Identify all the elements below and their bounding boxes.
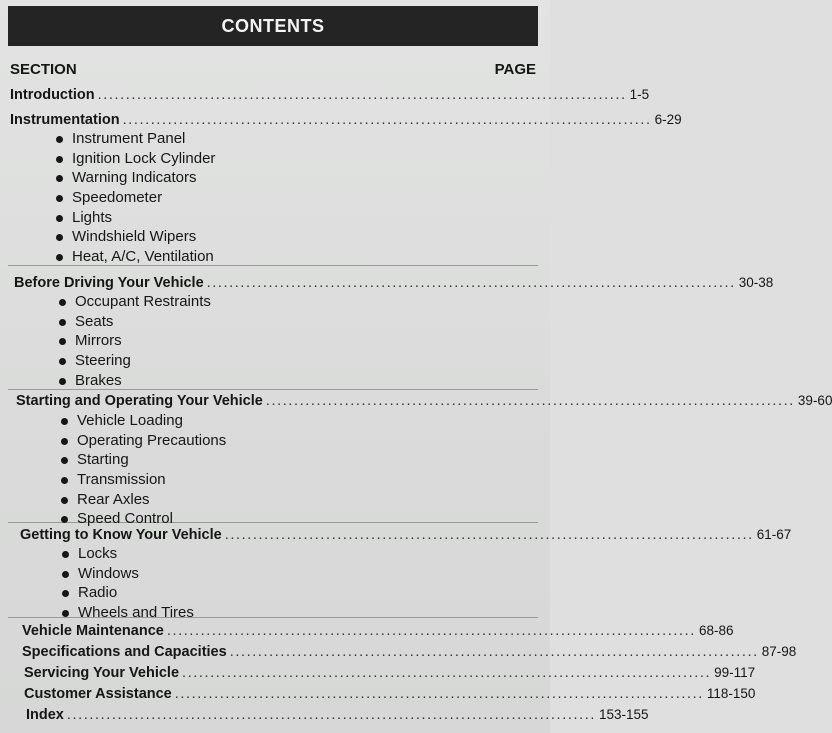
subsection-item: Radio (58, 583, 194, 603)
subsection-item: Steering (55, 351, 211, 371)
section-column-header: SECTION (10, 61, 77, 78)
toc-entry (20, 527, 792, 543)
dot-leader: .............................................................................................. (66, 707, 596, 723)
toc-entry-title: Introduction (10, 87, 95, 103)
toc-entry-pages: 39-60 (797, 393, 832, 408)
toc-entry-pages: 1-5 (629, 87, 650, 102)
subsection-item: Operating Precautions (57, 431, 226, 451)
subsection-item: Mirrors (55, 331, 211, 351)
toc-entry (10, 112, 682, 128)
dot-leader: .............................................................................................. (122, 112, 652, 128)
subsection-item: Lights (52, 208, 215, 228)
subsection-item: Speedometer (52, 188, 215, 208)
toc-entry (22, 623, 734, 639)
subsection-item: Wheels and Tires (58, 603, 194, 623)
subsection-item: Instrument Panel (52, 129, 215, 149)
subsection-item: Starting (57, 450, 226, 470)
subsection-item: Vehicle Loading (57, 411, 226, 431)
toc-entry-pages: 61-67 (756, 527, 792, 542)
dot-leader: .............................................................................................. (174, 686, 704, 702)
toc-entry (14, 275, 774, 291)
subsection-item: Speed Control (57, 509, 226, 529)
toc-entry-pages: 153-155 (598, 707, 649, 722)
subsection-item: Warning Indicators (52, 168, 215, 188)
dot-leader: .............................................................................................. (229, 644, 759, 660)
subsection-item: Occupant Restraints (55, 292, 211, 312)
toc-entry-title: Customer Assistance (24, 686, 172, 702)
toc-entry-pages: 99-117 (714, 665, 756, 680)
subsection-list (55, 292, 211, 390)
toc-entry-title: Index (26, 707, 64, 723)
toc-entry (16, 393, 832, 409)
toc-entry-title: Vehicle Maintenance (22, 623, 164, 639)
toc-entry (24, 686, 756, 702)
toc-entry-pages: 68-86 (698, 623, 734, 638)
toc-entry-pages: 30-38 (738, 275, 774, 290)
subsection-list (58, 544, 194, 623)
subsection-item: Windows (58, 564, 194, 584)
page-title: CONTENTS (221, 15, 325, 36)
subsection-item: Windshield Wipers (52, 227, 215, 247)
toc-entry-title: Servicing Your Vehicle (24, 665, 180, 681)
dot-leader: .............................................................................................. (224, 527, 754, 543)
toc-entry (26, 707, 649, 723)
subsection-item: Heat, A/C, Ventilation (52, 247, 215, 267)
subsection-item: Ignition Lock Cylinder (52, 149, 215, 169)
subsection-item: Brakes (55, 371, 211, 391)
subsection-item: Locks (58, 544, 194, 564)
dot-leader: .............................................................................................. (166, 623, 696, 639)
subsection-item: Rear Axles (57, 490, 226, 510)
toc-entry (22, 644, 797, 660)
subsection-list (52, 129, 215, 267)
dot-leader: .............................................................................................. (206, 275, 736, 291)
dot-leader: .............................................................................................. (265, 393, 795, 409)
dot-leader: .............................................................................................. (182, 665, 712, 681)
dot-leader: .............................................................................................. (97, 87, 627, 103)
page-column-header: PAGE (494, 61, 536, 78)
toc-entry-pages: 6-29 (654, 112, 682, 127)
toc-entry (10, 87, 650, 103)
toc-entry (24, 665, 756, 681)
subsection-list (57, 411, 226, 529)
subsection-item: Transmission (57, 470, 226, 490)
contents-header-band (8, 6, 538, 46)
toc-entry-title: Starting and Operating Your Vehicle (16, 393, 263, 409)
toc-entry-title: Before Driving Your Vehicle (14, 275, 204, 291)
subsection-item: Seats (55, 312, 211, 332)
toc-entry-title: Specifications and Capacities (22, 644, 227, 660)
toc-entry-pages: 118-150 (706, 686, 756, 701)
toc-entry-pages: 87-98 (761, 644, 797, 659)
toc-entry-title: Instrumentation (10, 112, 120, 128)
toc-entry-title: Getting to Know Your Vehicle (20, 527, 222, 543)
